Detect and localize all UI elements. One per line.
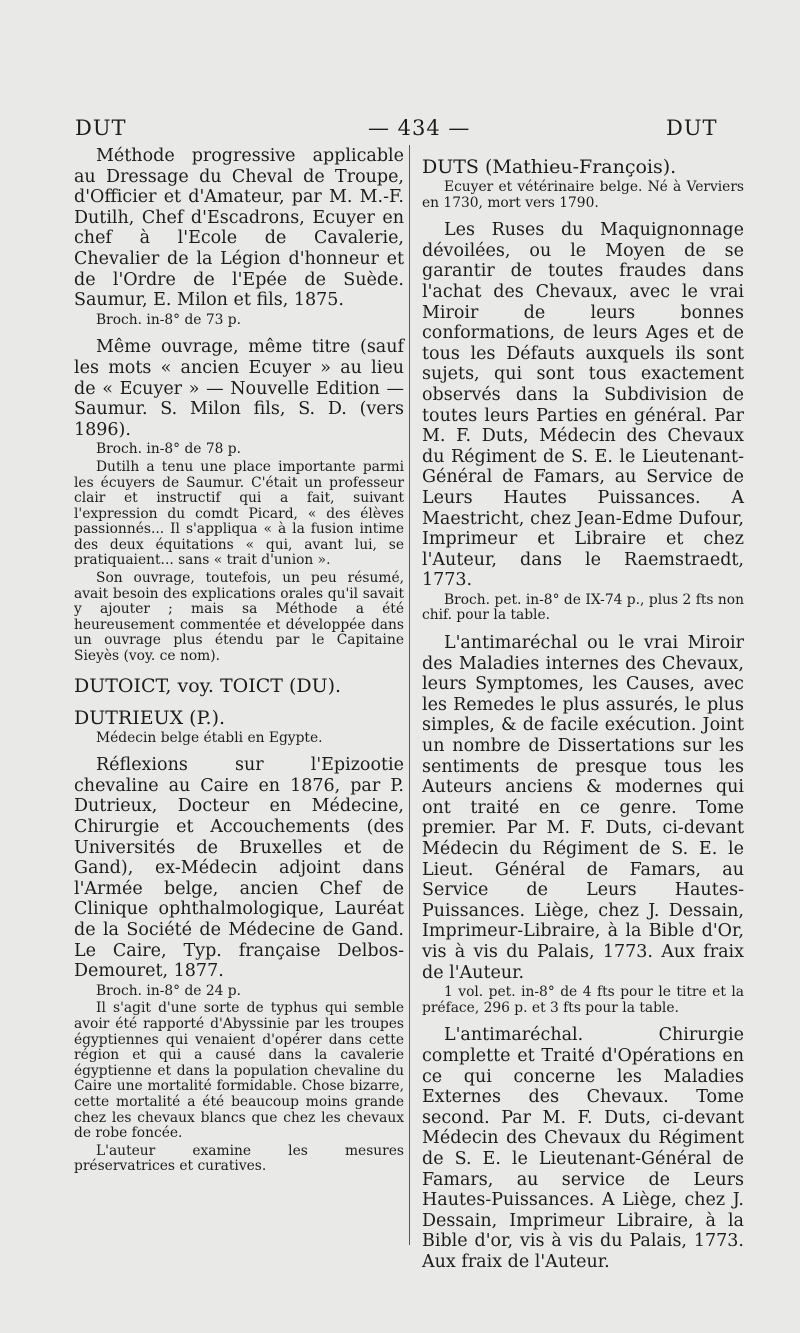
running-head-left: DUT — [75, 116, 127, 140]
right-column — [422, 146, 744, 1272]
entry-heading: DUTS (Mathieu-François). — [422, 156, 677, 178]
running-head-right: DUT — [666, 116, 718, 140]
entry-note: Médecin belge établi en Egypte. — [96, 729, 323, 746]
entry-title: Même ouvrage, même titre (sauf les mots « ancien Ecuyer » au lieu de « Ecuyer » — Nouvelle Edition — Saumur. S. Milon fils, S. D. (vers 1896). — [74, 337, 404, 440]
entry-note: Son ouvrage, toutefois, un peu résumé, avait besoin des explications orales qu'il savait y ajouter ; mais sa Méthode a été heureusement commentée et développée dans un ouvrage plus étendu par le Capitaine Sieyès (voy. ce nom). — [74, 570, 404, 665]
entry-note: Dutilh a tenu une place importante parmi les écuyers de Saumur. C'était un professeur clair et instructif qui a fait, suivant l'expression du comdt Picard, « des élèves passionnés... Il s'appliqua « à la fusion intime des deux équitations « qui, avant lui, se pratiquaient... sans « trait d'union ». — [74, 458, 404, 569]
entry-title: Méthode progressive applicable au Dressage du Cheval de Troupe, d'Officier et d'Amateur, par M. M.-F. Dutilh, Chef d'Escadrons, Ecuyer en chef à l'Ecole de Cavalerie, Chevalier de la Légion d'honneur et de l'Ordre de l'Epée de Suède. Saumur, E. Milon et fils, 1875. — [74, 146, 404, 311]
column-divider — [409, 145, 410, 1245]
entry-title: L'antimaréchal. Chirurgie complette et Traité d'Opérations en ce qui concerne les Maladies Externes des Chevaux. Tome second. Par M. F. Duts, ci-devant Médecin des Chevaux du Régiment de S. E. le Lieutenant-Général de Famars, au service de Leurs Hautes-Puissances. A Liège, chez J. Dessain, Imprimeur Libraire, à la Bible d'or, vis à vis du Palais, 1773. Aux fraix de l'Auteur. — [422, 1025, 744, 1272]
entry-heading: DUTRIEUX (P.). — [74, 706, 226, 729]
entry-note: 1 vol. pet. in-8° de 4 fts pour le titre et la préface, 296 p. et 3 fts pour la table. — [422, 984, 744, 1016]
entry-note: Ecuyer et vétérinaire belge. Né à Verviers en 1730, mort vers 1790. — [422, 179, 744, 211]
entry-note: Il s'agit d'une sorte de typhus qui semble avoir été rapporté d'Abyssinie par les troupes égyptiennes qui venaient d'opérer dans cette région et qui a causé dans la cavalerie égyptienne et dans la population chevaline du Caire une mortalité formidable. Chose bizarre, cette mortalité a été beaucoup moins grande chez les chevaux blancs que chez les chevaux de robe foncée. — [74, 1000, 404, 1142]
entry-note: Broch. in-8° de 24 p. — [96, 982, 241, 999]
left-column — [74, 146, 404, 1175]
entry-note: Broch. in-8° de 78 p. — [96, 441, 241, 458]
entry-note: Broch. in-8° de 73 p. — [96, 311, 241, 328]
entry-note: Broch. pet. in-8° de IX-74 p., plus 2 fts non chif. pour la table. — [422, 591, 744, 624]
entry-heading: DUTOICT, voy. TOICT (DU). — [74, 674, 342, 697]
entry-note: L'auteur examine les mesures préservatrices et curatives. — [74, 1142, 404, 1175]
entry-title: Réflexions sur l'Epizootie chevaline au Caire en 1876, par P. Dutrieux, Docteur en Médecine, Chirurgie et Accouchements (des Universités de Bruxelles et de Gand), ex-Médecin adjoint dans l'Armée belge, ancien Chef de Clinique ophthalmologique, Lauréat de la Société de Médecine de Gand. Le Caire, Typ. française Delbos-Demouret, 1877. — [74, 755, 404, 982]
entry-title: L'antimaréchal ou le vrai Miroir des Maladies internes des Chevaux, leurs Symptomes, les Causes, avec les Remedes le plus assurés, le plus simples, & de facile exécution. Joint un nombre de Dissertations sur les sentiments de presque tous les Auteurs anciens & modernes qui ont traité en ce genre. Tome premier. Par M. F. Duts, ci-devant Médecin du Régiment de S. E. le Lieut. Général de Famars, au Service de Leurs Hautes-Puissances. Liège, chez J. Dessain, Imprimeur-Libraire, à la Bible d'Or, vis à vis du Palais, 1773. Aux fraix de l'Auteur. — [422, 633, 744, 983]
page-number: — 434 — — [368, 116, 471, 140]
entry-title: Les Ruses du Maquignonnage dévoilées, ou le Moyen de se garantir de toutes fraudes dans l'achat des Chevaux, avec le vrai Miroir de leurs bonnes conformations, de leurs Ages et de tous les Défauts auxquels ils sont sujets, qui sont tous exactement observés dans la Subdivision de toutes leurs Parties en général. Par M. F. Duts, Médecin des Chevaux du Régiment de S. E. le Lieutenant-Général de Famars, au Service de Leurs Hautes Puissances. A Maestricht, chez Jean-Edme Dufour, Imprimeur et Libraire et chez l'Auteur, dans le Raemstraedt, 1773. — [422, 220, 744, 591]
